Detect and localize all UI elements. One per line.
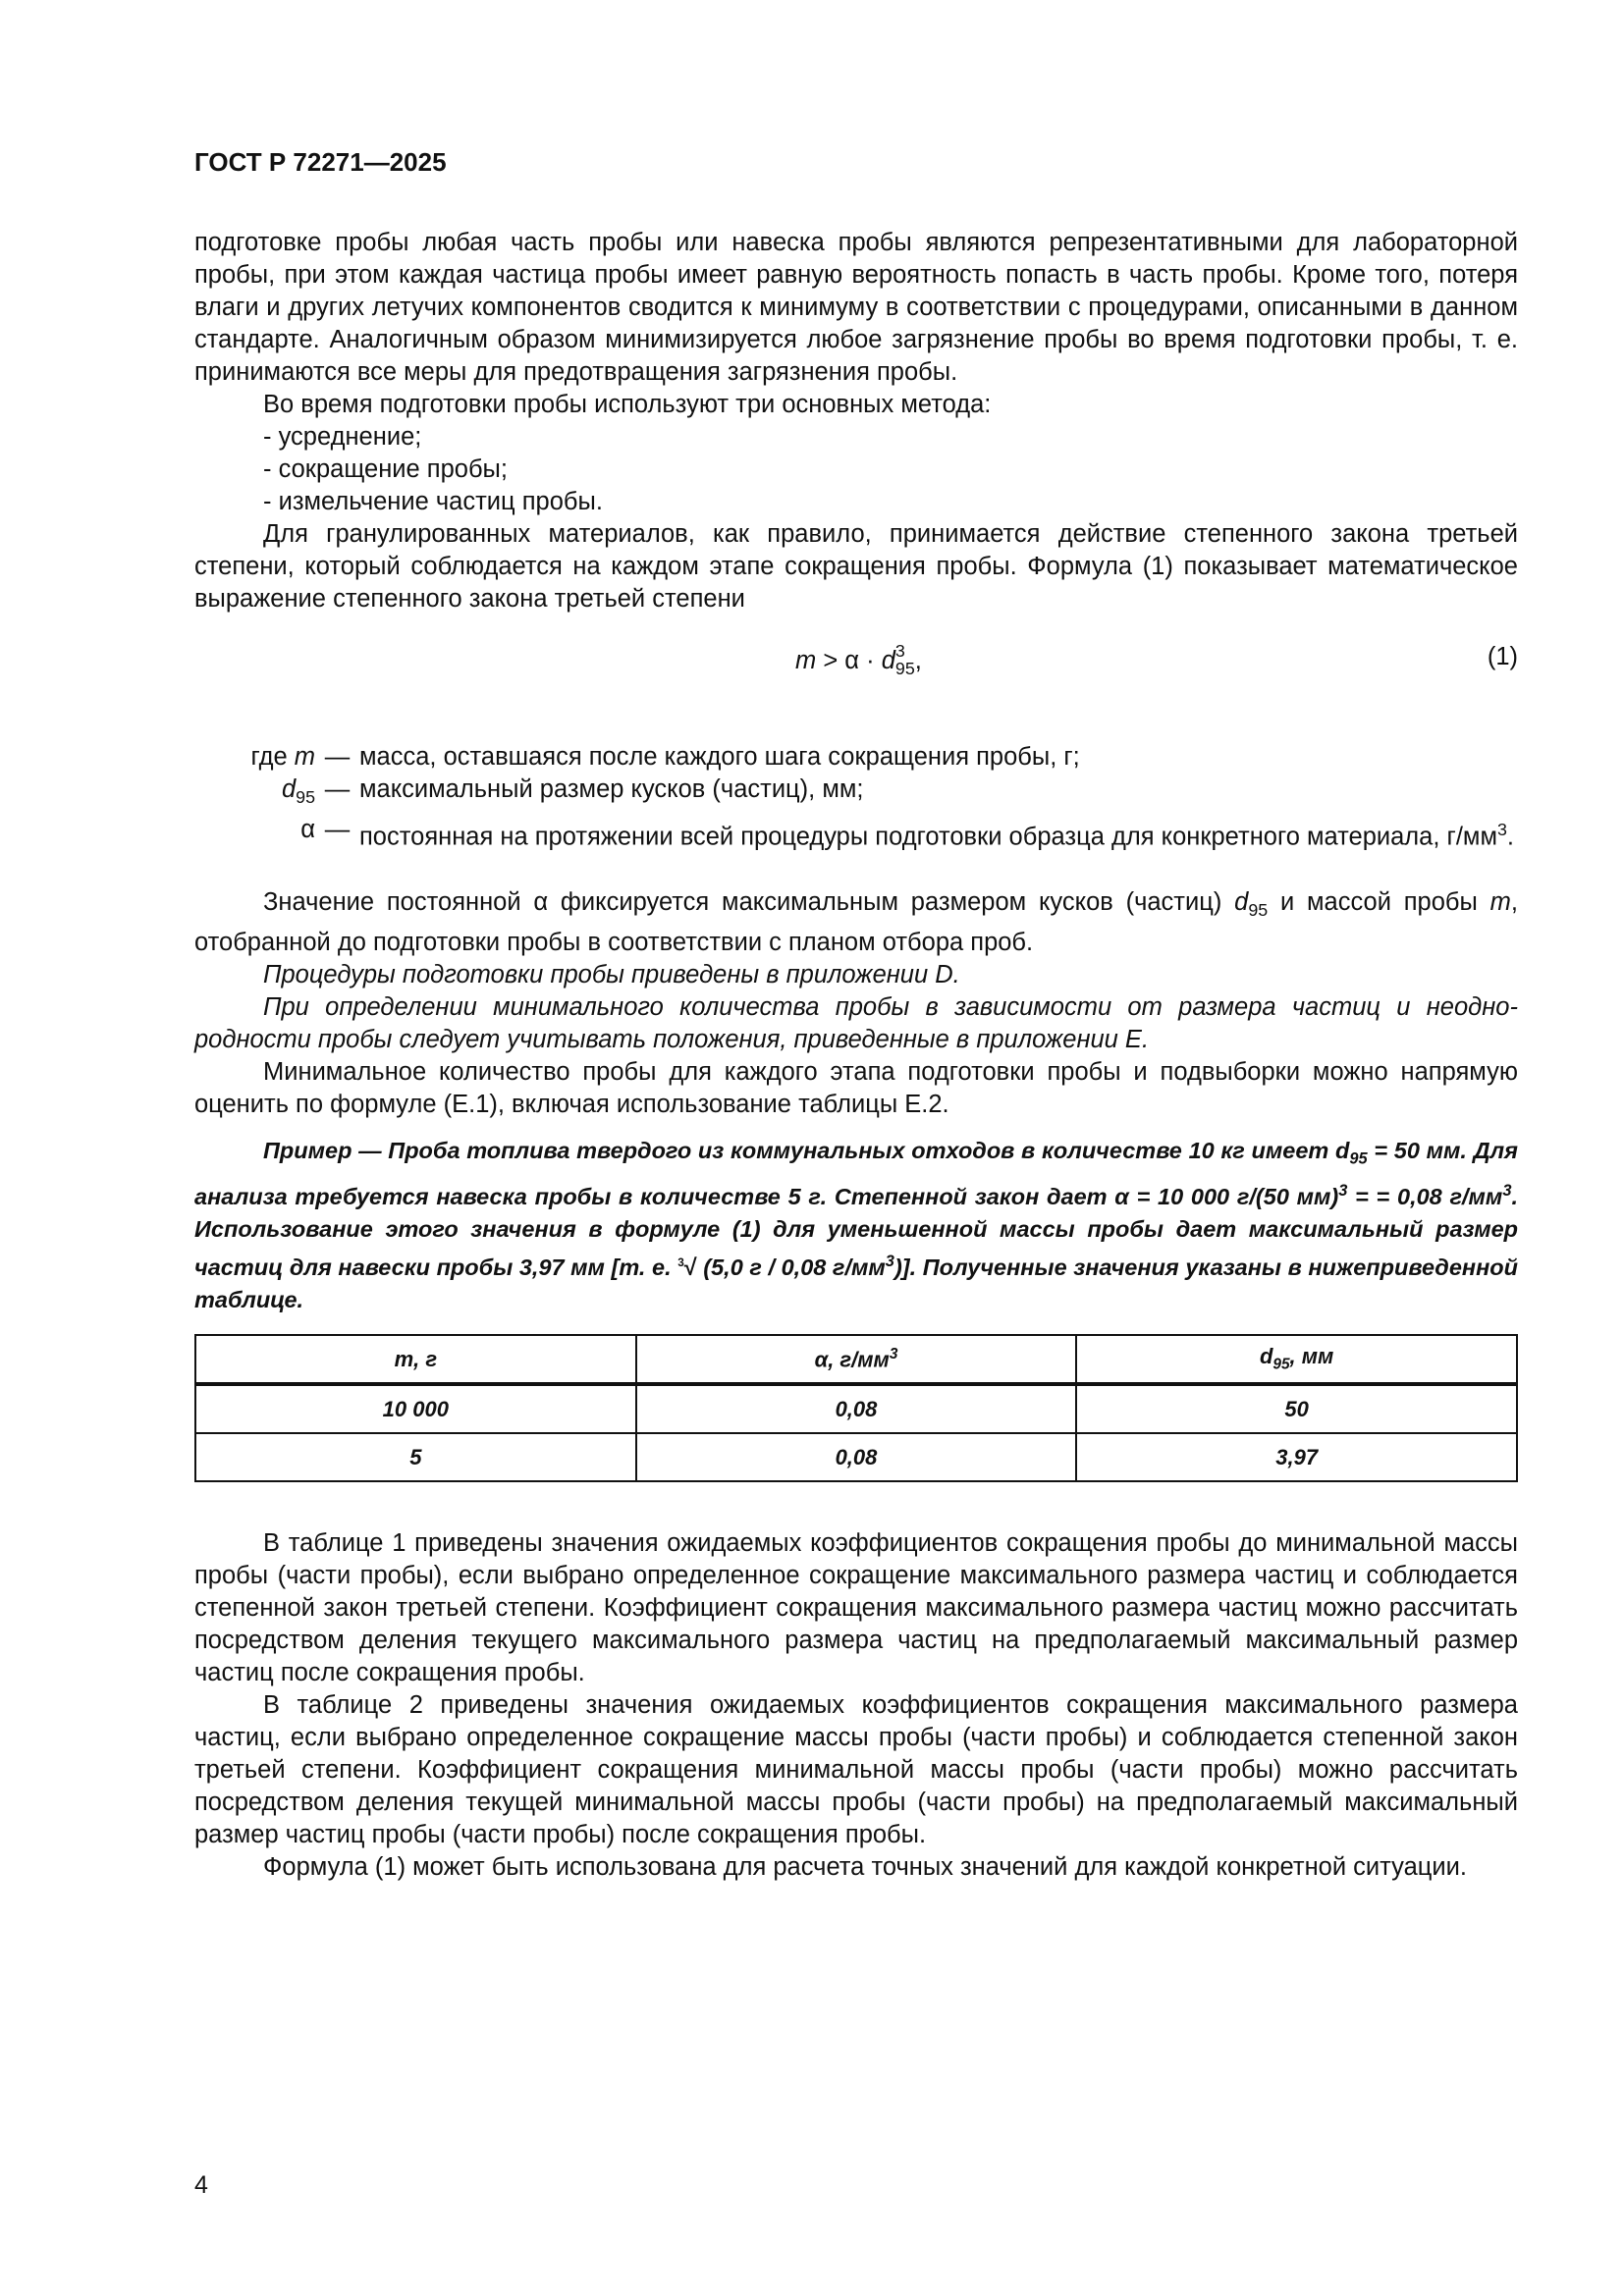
formula-expression: m > α · d 3 95 , [795, 641, 922, 678]
table-header: m, г [195, 1335, 636, 1384]
paragraph: Во время подготовки пробы используют три основных метода: [263, 391, 992, 418]
legend-alpha: постоянная на протяжении всей процедуры подготовки образца для конкретного материала, $г/мм^3$. [359, 820, 1515, 851]
document-page [194, 147, 1518, 1884]
list-item: - измельчение частиц пробы. [263, 488, 603, 515]
table-row: 5 0,08 3,97 [195, 1433, 1517, 1481]
cube-root-icon: $^3$√ [677, 1255, 697, 1281]
paragraph: подготовке пробы любая часть пробы или навеска пробы являются репрезентативными для лабораторной пробы, при этом каждая частица пробы имеет равную вероятность попасть в часть пробы. Кроме того, потеря влаги и других летучих компонентов сводится к минимуму в соответствии с процедурами, описанными в данном стандарте. Аналогичным образом минимизируется любое загрязнение пробы во время подготовки пробы, т. е. принимаются все меры для предотвращения загрязнения пробы. [194, 229, 1518, 386]
table-header: $d_{95}$, мм [1076, 1335, 1517, 1384]
table-row: 10 000 0,08 50 [195, 1384, 1517, 1433]
list-item: - усреднение; [263, 423, 422, 451]
legend-m: масса, оставшаяся после каждого шага сокращения пробы, г; [359, 743, 1080, 771]
paragraph: Минимальное количество пробы для каждого этапа подготовки пробы и подвыборки можно напрямую оценить по формуле (E.1), включая использование таблицы E.2. [194, 1057, 1518, 1118]
paragraph: Для гранулированных материалов, как правило, принимается действие степенного закона третьей степени, который соблюдается на каждом этапе сокращения пробы. Формула (1) показывает математическое выражение степенного закона третьей степени [194, 520, 1518, 613]
paragraph: Значение постоянной α фиксируется максимальным размером кусков (частиц) $d_{95}$ и массой пробы m, отобранной до подготовки пробы в соответствии с планом отбора проб. [194, 887, 1518, 956]
document-header: ГОСТ Р 72271—2025 [194, 147, 447, 177]
paragraph: Формула (1) может быть использована для расчета точных значений для каждой конкретной ситуации. [263, 1853, 1467, 1882]
formula-legend: где m — масса, оставшаяся после каждого шага сокращения пробы, г; $d_{95}$ — максимальный размер кусков (частиц), мм; α — постоянная на протяжении всей процедуры подготовки образца для конкретного материала, $г/мм^3$. [194, 741, 1518, 854]
paragraph: В таблице 2 приведены значения ожидаемых коэффициентов сокращения максимального размера частиц, если выбрано определенное сокращение массы пробы (части пробы) и соблюдается степенной закон третьей степени. Коэффициент сокращения минимальной массы пробы (части пробы) можно рассчитать посредством деления текущей минимальной массы пробы (части пробы) на предполагаемый максимальный размер частиц пробы (части пробы) после сокращения пробы. [194, 1691, 1518, 1849]
table-header: α, $г/мм^3$ [636, 1335, 1077, 1384]
where-label: где [250, 743, 288, 771]
paragraph: Процедуры подготовки пробы приведены в приложении D. [263, 960, 960, 988]
legend-d95: максимальный размер кусков (частиц), мм; [359, 775, 864, 803]
page-number: 4 [194, 2171, 208, 2199]
formula-1 [194, 633, 1518, 692]
example-table [194, 1334, 1518, 1482]
formula-number: (1) [1487, 643, 1518, 670]
paragraph: В таблице 1 приведены значения ожидаемых коэффициентов сокращения пробы до минимальной массы пробы (части пробы), если выбрано определенное сокращение максимального размера частиц и соблюдается степенной закон третьей степени. Коэффициент сокращения максимального размера частиц можно рассчитать посредством деления текущего максимального размера частиц на предполагаемый максимальный размер частиц после сокращения пробы. [194, 1529, 1518, 1687]
example-block: Пример — Проба топлива твердого из коммунальных отходов в количестве 10 кг имеет $d_{95} = 50$ мм. Для анализа требуется навеска пробы в количестве 5 г. Степенной закон дает α = 10 000 г/(50 мм)$^3$ = = 0,08 $г/мм^3$. Использование этого значения в формуле (1) для уменьшенной массы пробы дает максимальный размер частиц для навески пробы 3,97 мм [т. е. $^3$√ (5,0 г / 0,08 $г/мм^3$)]. Полученные значения указаны в нижеприведенной таблице. [194, 1137, 1518, 1313]
paragraph: При определении минимального количества пробы в зависимости от размера частиц и неоднородности пробы следует учитывать положения, приведенные в приложении E. [194, 992, 1518, 1053]
list-item: - сокращение пробы; [263, 455, 508, 483]
